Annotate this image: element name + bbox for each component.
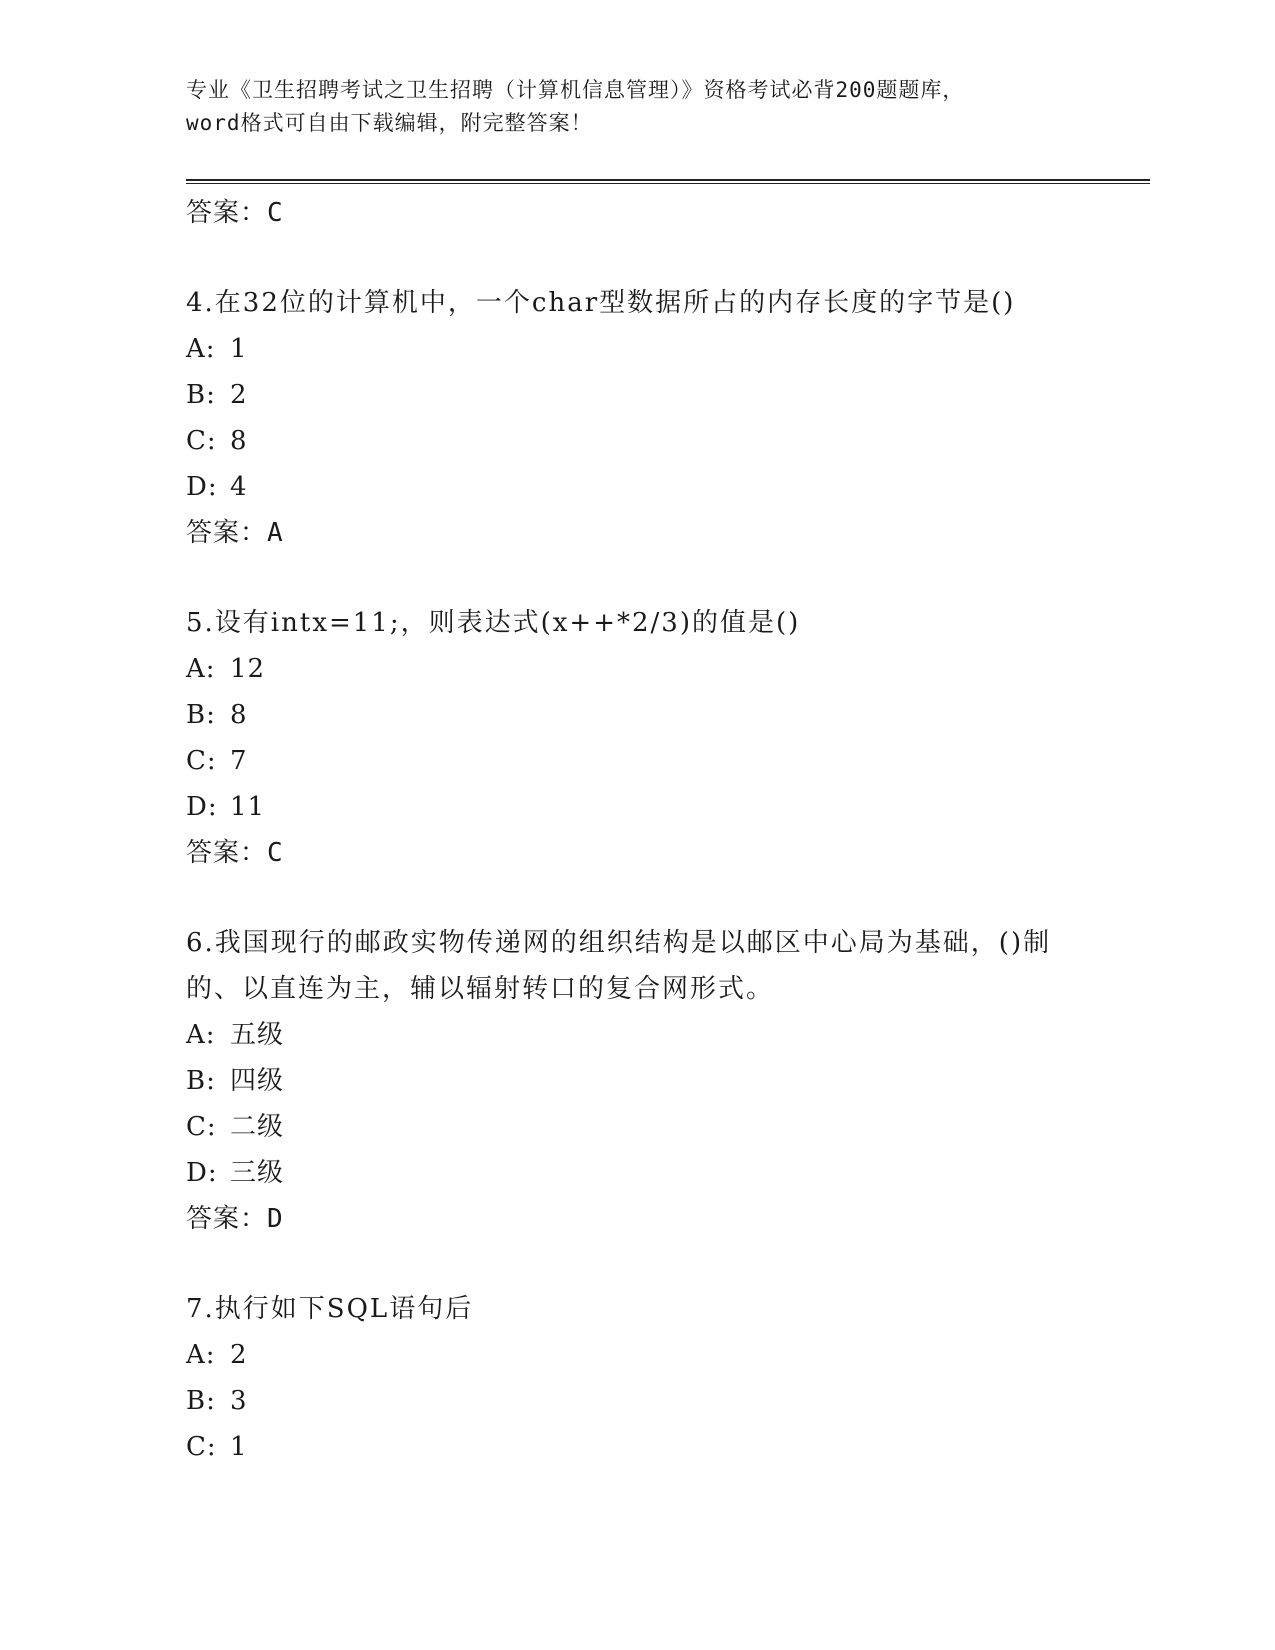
spacer: [186, 236, 1086, 280]
option-b: B: 3: [186, 1386, 248, 1416]
question-block: [186, 280, 1086, 556]
spacer: [186, 1242, 1086, 1286]
option-a: A: 12: [186, 654, 266, 684]
option-a: A: 1: [186, 334, 248, 364]
option-d: D: 11: [186, 792, 266, 822]
question-text: 4.在32位的计算机中，一个char型数据所占的内存长度的字节是(): [186, 288, 1016, 318]
question-text: 5.设有intx=11;，则表达式(x++*2/3)的值是(): [186, 608, 801, 638]
option-c: C: 7: [186, 746, 248, 776]
option-c: C: 二级: [186, 1112, 285, 1142]
option-a: A: 五级: [186, 1020, 285, 1050]
option-b: B: 2: [186, 380, 248, 410]
question-block: [186, 1286, 1086, 1470]
header-rule: [186, 179, 1150, 181]
header-rule-thin: [186, 183, 1150, 184]
question-block: [186, 600, 1086, 876]
spacer: [186, 556, 1086, 600]
option-b: B: 8: [186, 700, 248, 730]
answer-line: 答案：A: [186, 518, 284, 548]
previous-answer: 答案：C: [186, 198, 284, 228]
header-line-1: 专业《卫生招聘考试之卫生招聘（计算机信息管理）》资格考试必背200题题库，: [186, 78, 965, 102]
answer-line: 答案：C: [186, 838, 284, 868]
option-b: B: 四级: [186, 1066, 285, 1096]
option-d: D: 三级: [186, 1158, 285, 1188]
question-block: [186, 920, 1086, 1242]
question-list: [186, 190, 1086, 1470]
option-d: D: 4: [186, 472, 248, 502]
header-line-2: word格式可自由下载编辑，附完整答案！: [186, 111, 593, 135]
option-a: A: 2: [186, 1340, 248, 1370]
option-c: C: 8: [186, 426, 248, 456]
question-text: 7.执行如下SQL语句后: [186, 1294, 474, 1324]
answer-line: 答案：D: [186, 1204, 284, 1234]
question-text: 6.我国现行的邮政实物传递网的组织结构是以邮区中心局为基础，()制的、以直连为主，辅以辐射转口的复合网形式。: [186, 928, 1052, 1004]
spacer: [186, 876, 1086, 920]
option-c: C: 1: [186, 1432, 248, 1462]
document-header: [186, 74, 1086, 140]
